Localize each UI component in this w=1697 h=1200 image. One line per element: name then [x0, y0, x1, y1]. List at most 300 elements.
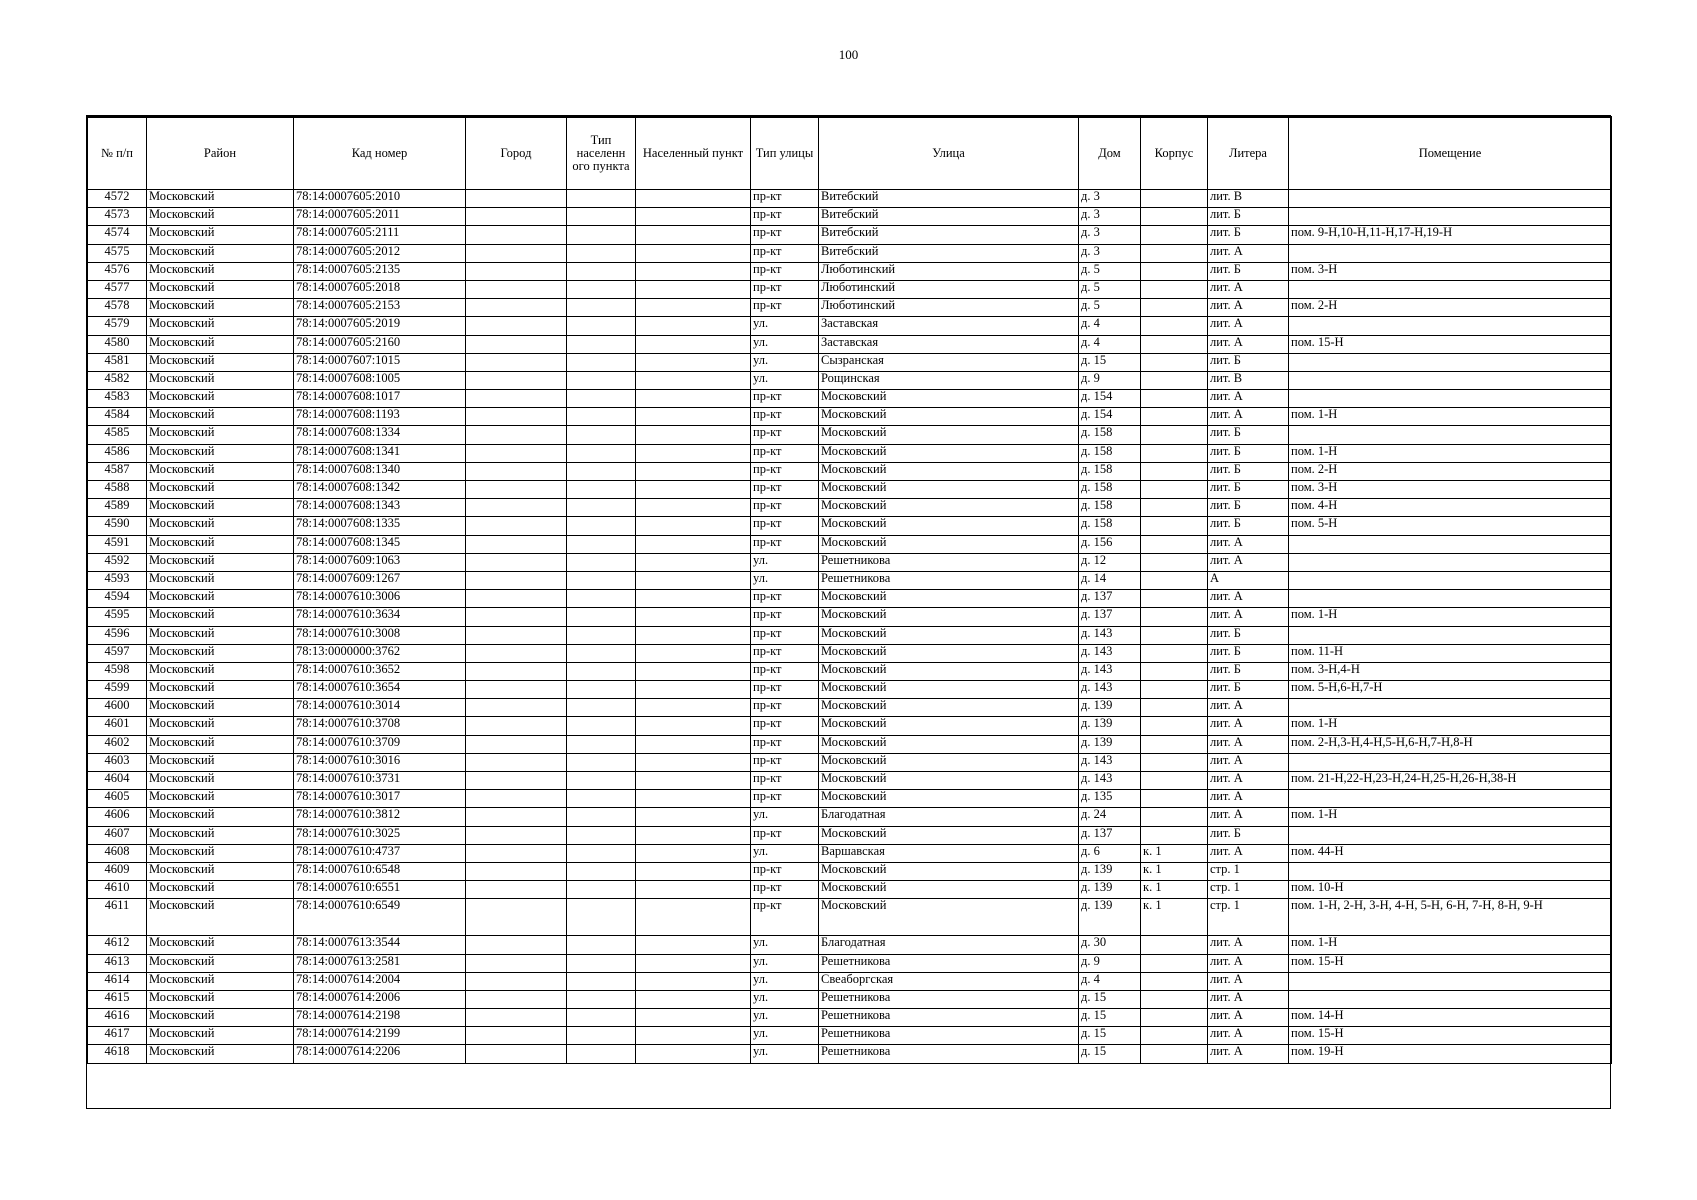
cell-street-type: пр-кт	[751, 735, 819, 753]
cell-street-type: ул.	[751, 1009, 819, 1027]
cell-street-type: пр-кт	[751, 408, 819, 426]
cell-premises	[1289, 626, 1612, 644]
cell-index: 4612	[88, 936, 147, 954]
cell-city	[466, 408, 567, 426]
table-row	[88, 535, 1612, 553]
cell-index: 4596	[88, 626, 147, 644]
table-row	[88, 899, 1612, 936]
cell-settlement-type	[567, 444, 636, 462]
cell-city	[466, 390, 567, 408]
cell-settlement	[636, 644, 751, 662]
cell-house: д. 143	[1079, 644, 1141, 662]
cell-settlement	[636, 590, 751, 608]
cell-letter: лит. Б	[1208, 826, 1289, 844]
cell-settlement-type	[567, 717, 636, 735]
cell-index: 4597	[88, 644, 147, 662]
cell-building	[1141, 481, 1208, 499]
cell-premises: пом. 2-Н	[1289, 462, 1612, 480]
cell-district: Московский	[147, 317, 294, 335]
cell-street-type: ул.	[751, 553, 819, 571]
cell-building	[1141, 317, 1208, 335]
cell-index: 4588	[88, 481, 147, 499]
cell-settlement	[636, 1009, 751, 1027]
cell-house: д. 12	[1079, 553, 1141, 571]
cell-cadastral-number: 78:14:0007605:2011	[294, 208, 466, 226]
cell-street-type: ул.	[751, 317, 819, 335]
cell-letter: лит. А	[1208, 990, 1289, 1008]
cell-street-type: пр-кт	[751, 717, 819, 735]
cell-settlement	[636, 481, 751, 499]
cell-settlement-type	[567, 862, 636, 880]
cell-house: д. 158	[1079, 481, 1141, 499]
cell-street: Заставская	[819, 335, 1079, 353]
cell-cadastral-number: 78:14:0007610:3634	[294, 608, 466, 626]
cell-district: Московский	[147, 299, 294, 317]
cell-street: Московский	[819, 390, 1079, 408]
cell-district: Московский	[147, 772, 294, 790]
cell-street: Решетникова	[819, 1009, 1079, 1027]
cell-cadastral-number: 78:14:0007614:2004	[294, 972, 466, 990]
cell-building	[1141, 499, 1208, 517]
table-row	[88, 662, 1612, 680]
cell-building	[1141, 390, 1208, 408]
cell-street-type: пр-кт	[751, 244, 819, 262]
table-row	[88, 208, 1612, 226]
cell-street-type: пр-кт	[751, 881, 819, 899]
cell-letter: лит. А	[1208, 972, 1289, 990]
cell-index: 4611	[88, 899, 147, 936]
cell-district: Московский	[147, 972, 294, 990]
cell-index: 4583	[88, 390, 147, 408]
cell-settlement-type	[567, 462, 636, 480]
table-row	[88, 444, 1612, 462]
cell-settlement-type	[567, 553, 636, 571]
cell-building	[1141, 408, 1208, 426]
cell-settlement-type	[567, 517, 636, 535]
table-row	[88, 626, 1612, 644]
cell-index: 4605	[88, 790, 147, 808]
cell-street-type: пр-кт	[751, 462, 819, 480]
cell-index: 4604	[88, 772, 147, 790]
header-cell-city: Город	[466, 117, 567, 190]
cell-settlement-type	[567, 626, 636, 644]
cell-street-type: пр-кт	[751, 517, 819, 535]
cell-premises	[1289, 590, 1612, 608]
cell-street-type: пр-кт	[751, 790, 819, 808]
cell-district: Московский	[147, 244, 294, 262]
cell-letter: лит. Б	[1208, 262, 1289, 280]
table-row	[88, 990, 1612, 1008]
cell-index: 4576	[88, 262, 147, 280]
table-row	[88, 790, 1612, 808]
table-row	[88, 936, 1612, 954]
cell-premises: пом. 21-Н,22-Н,23-Н,24-Н,25-Н,26-Н,38-Н	[1289, 772, 1612, 790]
cell-settlement	[636, 517, 751, 535]
cell-street-type: пр-кт	[751, 681, 819, 699]
cell-settlement	[636, 990, 751, 1008]
cell-building	[1141, 244, 1208, 262]
cell-district: Московский	[147, 699, 294, 717]
cell-letter: лит. А	[1208, 299, 1289, 317]
cell-letter: лит. А	[1208, 954, 1289, 972]
cell-building	[1141, 590, 1208, 608]
cell-house: д. 4	[1079, 972, 1141, 990]
cell-settlement-type	[567, 335, 636, 353]
cell-district: Московский	[147, 644, 294, 662]
cell-house: д. 158	[1079, 462, 1141, 480]
cell-house: д. 15	[1079, 1045, 1141, 1063]
cell-settlement-type	[567, 226, 636, 244]
cell-premises	[1289, 280, 1612, 298]
cell-letter: лит. А	[1208, 335, 1289, 353]
cell-cadastral-number: 78:14:0007608:1193	[294, 408, 466, 426]
cell-settlement-type	[567, 262, 636, 280]
cell-index: 4594	[88, 590, 147, 608]
cell-house: д. 158	[1079, 517, 1141, 535]
cell-street-type: пр-кт	[751, 772, 819, 790]
cell-settlement	[636, 462, 751, 480]
cell-building	[1141, 626, 1208, 644]
cell-city	[466, 972, 567, 990]
cell-settlement	[636, 826, 751, 844]
cell-settlement	[636, 244, 751, 262]
cell-street: Заставская	[819, 317, 1079, 335]
cell-city	[466, 299, 567, 317]
table-row	[88, 353, 1612, 371]
header-cell-settlement-type: Тип населенн ого пункта	[567, 117, 636, 190]
cell-premises: пом. 1-Н	[1289, 608, 1612, 626]
cell-house: д. 139	[1079, 699, 1141, 717]
table-row	[88, 280, 1612, 298]
cell-premises: пом. 1-Н	[1289, 408, 1612, 426]
cell-settlement-type	[567, 972, 636, 990]
cell-letter: лит. Б	[1208, 444, 1289, 462]
cell-house: д. 139	[1079, 735, 1141, 753]
cell-letter: лит. А	[1208, 1045, 1289, 1063]
cell-settlement-type	[567, 644, 636, 662]
cell-building	[1141, 280, 1208, 298]
cell-street: Московский	[819, 681, 1079, 699]
cell-building	[1141, 535, 1208, 553]
cell-city	[466, 190, 567, 208]
cell-cadastral-number: 78:14:0007614:2006	[294, 990, 466, 1008]
cell-settlement	[636, 844, 751, 862]
cell-street-type: пр-кт	[751, 262, 819, 280]
cell-house: д. 3	[1079, 208, 1141, 226]
cell-settlement-type	[567, 990, 636, 1008]
cell-letter: лит. Б	[1208, 426, 1289, 444]
cell-premises	[1289, 317, 1612, 335]
cell-premises	[1289, 790, 1612, 808]
cell-premises: пом. 14-Н	[1289, 1009, 1612, 1027]
cell-settlement	[636, 353, 751, 371]
cell-cadastral-number: 78:14:0007608:1345	[294, 535, 466, 553]
cell-street-type: пр-кт	[751, 280, 819, 298]
cell-city	[466, 1027, 567, 1045]
cell-index: 4600	[88, 699, 147, 717]
cell-settlement-type	[567, 353, 636, 371]
header-cell-index: № п/п	[88, 117, 147, 190]
cell-street-type: ул.	[751, 353, 819, 371]
cell-index: 4595	[88, 608, 147, 626]
cell-house: д. 158	[1079, 499, 1141, 517]
cell-city	[466, 844, 567, 862]
cell-city	[466, 826, 567, 844]
cell-building	[1141, 753, 1208, 771]
table-row	[88, 772, 1612, 790]
cell-premises	[1289, 553, 1612, 571]
cell-district: Московский	[147, 408, 294, 426]
cell-house: д. 4	[1079, 335, 1141, 353]
cell-premises: пом. 1-Н	[1289, 936, 1612, 954]
cell-house: д. 15	[1079, 1009, 1141, 1027]
cell-city	[466, 535, 567, 553]
cell-settlement	[636, 790, 751, 808]
cell-building	[1141, 571, 1208, 589]
cell-cadastral-number: 78:14:0007610:6548	[294, 862, 466, 880]
cell-street: Московский	[819, 608, 1079, 626]
cell-city	[466, 954, 567, 972]
cell-index: 4585	[88, 426, 147, 444]
cell-cadastral-number: 78:14:0007605:2160	[294, 335, 466, 353]
cell-house: д. 3	[1079, 226, 1141, 244]
cell-cadastral-number: 78:14:0007610:3006	[294, 590, 466, 608]
cell-district: Московский	[147, 954, 294, 972]
cell-letter: стр. 1	[1208, 862, 1289, 880]
cell-cadastral-number: 78:14:0007605:2012	[294, 244, 466, 262]
header-cell-premises: Помещение	[1289, 117, 1612, 190]
cell-letter: лит. А	[1208, 280, 1289, 298]
cell-street-type: пр-кт	[751, 499, 819, 517]
cell-district: Московский	[147, 936, 294, 954]
cell-settlement-type	[567, 481, 636, 499]
cell-district: Московский	[147, 517, 294, 535]
cell-district: Московский	[147, 571, 294, 589]
cell-street-type: пр-кт	[751, 226, 819, 244]
cell-district: Московский	[147, 553, 294, 571]
cell-index: 4589	[88, 499, 147, 517]
cell-cadastral-number: 78:14:0007605:2018	[294, 280, 466, 298]
cell-street: Витебский	[819, 190, 1079, 208]
cell-settlement-type	[567, 772, 636, 790]
cell-premises: пом. 2-Н,3-Н,4-Н,5-Н,6-Н,7-Н,8-Н	[1289, 735, 1612, 753]
cell-district: Московский	[147, 335, 294, 353]
cell-settlement-type	[567, 280, 636, 298]
cell-cadastral-number: 78:14:0007609:1063	[294, 553, 466, 571]
cell-premises: пом. 10-Н	[1289, 881, 1612, 899]
cell-house: д. 143	[1079, 662, 1141, 680]
cell-settlement	[636, 208, 751, 226]
cell-cadastral-number: 78:14:0007608:1017	[294, 390, 466, 408]
cell-street-type: ул.	[751, 1045, 819, 1063]
cell-index: 4591	[88, 535, 147, 553]
cell-letter: лит. А	[1208, 408, 1289, 426]
cell-street: Решетникова	[819, 990, 1079, 1008]
cell-settlement-type	[567, 1045, 636, 1063]
cell-district: Московский	[147, 499, 294, 517]
cell-house: д. 137	[1079, 608, 1141, 626]
cell-settlement	[636, 571, 751, 589]
cell-settlement-type	[567, 735, 636, 753]
cell-premises	[1289, 208, 1612, 226]
cell-street: Московский	[819, 772, 1079, 790]
cell-settlement-type	[567, 1009, 636, 1027]
cell-letter: А	[1208, 571, 1289, 589]
cell-cadastral-number: 78:14:0007614:2206	[294, 1045, 466, 1063]
cell-premises: пом. 11-Н	[1289, 644, 1612, 662]
cell-street: Московский	[819, 699, 1079, 717]
cell-street: Московский	[819, 444, 1079, 462]
cell-cadastral-number: 78:14:0007610:3652	[294, 662, 466, 680]
cell-cadastral-number: 78:14:0007610:3016	[294, 753, 466, 771]
cell-letter: лит. Б	[1208, 626, 1289, 644]
cell-cadastral-number: 78:14:0007608:1341	[294, 444, 466, 462]
cell-cadastral-number: 78:14:0007605:2019	[294, 317, 466, 335]
cell-premises	[1289, 699, 1612, 717]
cell-house: д. 9	[1079, 371, 1141, 389]
cell-city	[466, 735, 567, 753]
cell-cadastral-number: 78:14:0007607:1015	[294, 353, 466, 371]
cell-house: д. 5	[1079, 299, 1141, 317]
cell-house: д. 158	[1079, 426, 1141, 444]
cell-house: д. 154	[1079, 408, 1141, 426]
cell-settlement	[636, 408, 751, 426]
table-row	[88, 299, 1612, 317]
cell-letter: лит. А	[1208, 317, 1289, 335]
header-cell-street: Улица	[819, 117, 1079, 190]
cell-index: 4614	[88, 972, 147, 990]
table-row	[88, 1009, 1612, 1027]
cell-letter: лит. А	[1208, 553, 1289, 571]
table-row	[88, 735, 1612, 753]
cell-city	[466, 808, 567, 826]
cell-street: Московский	[819, 662, 1079, 680]
header-cell-house: Дом	[1079, 117, 1141, 190]
table-row	[88, 881, 1612, 899]
cell-building	[1141, 1009, 1208, 1027]
cell-house: д. 137	[1079, 590, 1141, 608]
cell-city	[466, 644, 567, 662]
cell-premises	[1289, 244, 1612, 262]
cell-settlement-type	[567, 535, 636, 553]
cell-premises: пом. 3-Н,4-Н	[1289, 662, 1612, 680]
cell-cadastral-number: 78:14:0007610:3654	[294, 681, 466, 699]
header-cell-district: Район	[147, 117, 294, 190]
cell-building	[1141, 717, 1208, 735]
cell-house: д. 15	[1079, 353, 1141, 371]
cell-house: д. 143	[1079, 626, 1141, 644]
cell-district: Московский	[147, 280, 294, 298]
cell-letter: стр. 1	[1208, 881, 1289, 899]
cell-premises	[1289, 371, 1612, 389]
cell-premises	[1289, 535, 1612, 553]
cell-settlement-type	[567, 826, 636, 844]
cell-district: Московский	[147, 1027, 294, 1045]
cell-building	[1141, 644, 1208, 662]
cell-house: д. 15	[1079, 1027, 1141, 1045]
table-row	[88, 972, 1612, 990]
table-row	[88, 844, 1612, 862]
cell-street-type: пр-кт	[751, 535, 819, 553]
cell-building	[1141, 972, 1208, 990]
cell-house: д. 5	[1079, 280, 1141, 298]
cell-district: Московский	[147, 717, 294, 735]
cell-settlement	[636, 1027, 751, 1045]
cell-district: Московский	[147, 426, 294, 444]
cell-index: 4602	[88, 735, 147, 753]
cell-street: Московский	[819, 426, 1079, 444]
cell-city	[466, 462, 567, 480]
cell-settlement	[636, 808, 751, 826]
table-row	[88, 371, 1612, 389]
cell-cadastral-number: 78:14:0007608:1342	[294, 481, 466, 499]
cell-city	[466, 936, 567, 954]
cell-house: д. 9	[1079, 954, 1141, 972]
cell-city	[466, 426, 567, 444]
cell-letter: лит. Б	[1208, 208, 1289, 226]
cell-district: Московский	[147, 662, 294, 680]
cell-cadastral-number: 78:14:0007613:2581	[294, 954, 466, 972]
table-row	[88, 244, 1612, 262]
cell-settlement	[636, 699, 751, 717]
cell-city	[466, 208, 567, 226]
cell-cadastral-number: 78:13:0000000:3762	[294, 644, 466, 662]
cell-cadastral-number: 78:14:0007610:4737	[294, 844, 466, 862]
cell-city	[466, 1045, 567, 1063]
cell-index: 4573	[88, 208, 147, 226]
cell-building	[1141, 553, 1208, 571]
cell-letter: лит. А	[1208, 753, 1289, 771]
table-row	[88, 1027, 1612, 1045]
table-row	[88, 390, 1612, 408]
cell-street: Решетникова	[819, 954, 1079, 972]
cell-house: д. 139	[1079, 881, 1141, 899]
cell-settlement-type	[567, 881, 636, 899]
cell-building: к. 1	[1141, 844, 1208, 862]
cell-house: д. 4	[1079, 317, 1141, 335]
cell-letter: лит. А	[1208, 390, 1289, 408]
cell-premises	[1289, 826, 1612, 844]
cell-house: д. 158	[1079, 444, 1141, 462]
cell-letter: лит. А	[1208, 844, 1289, 862]
cell-index: 4582	[88, 371, 147, 389]
cell-premises: пом. 1-Н	[1289, 717, 1612, 735]
cell-index: 4590	[88, 517, 147, 535]
cell-street: Свеаборгская	[819, 972, 1079, 990]
cell-street: Рощинская	[819, 371, 1079, 389]
cell-house: д. 154	[1079, 390, 1141, 408]
table-header	[88, 117, 1612, 190]
cell-cadastral-number: 78:14:0007610:3014	[294, 699, 466, 717]
cell-district: Московский	[147, 753, 294, 771]
cell-index: 4610	[88, 881, 147, 899]
cell-street-type: пр-кт	[751, 390, 819, 408]
cell-street-type: ул.	[751, 990, 819, 1008]
cell-settlement	[636, 553, 751, 571]
cell-settlement	[636, 662, 751, 680]
table-row	[88, 826, 1612, 844]
cell-letter: стр. 1	[1208, 899, 1289, 936]
cell-house: д. 143	[1079, 753, 1141, 771]
table-row	[88, 608, 1612, 626]
cell-district: Московский	[147, 371, 294, 389]
cell-house: д. 156	[1079, 535, 1141, 553]
cell-settlement-type	[567, 317, 636, 335]
table-row	[88, 644, 1612, 662]
cell-street: Московский	[819, 499, 1079, 517]
cell-city	[466, 753, 567, 771]
cell-cadastral-number: 78:14:0007610:3709	[294, 735, 466, 753]
